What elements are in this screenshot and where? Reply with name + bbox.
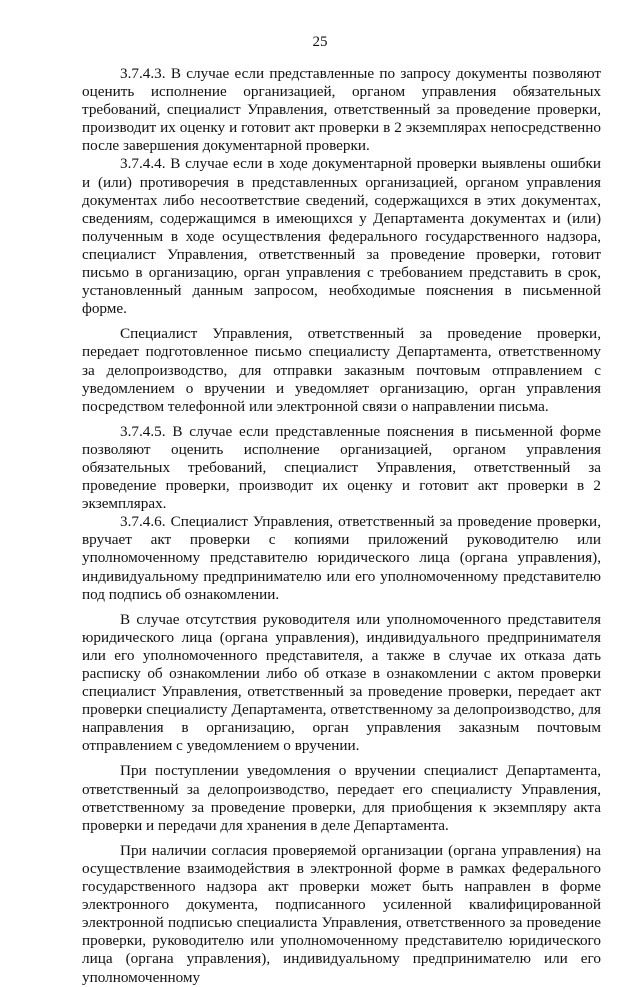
page-number: 25 [312,34,328,50]
paragraph-notification-receipt: При поступлении уведомления о вручении специалист Департамента, ответственный за делопроизводство, передает его специалисту Управления, ответственному за проведение проверки, для приобщения к экземпляру акта проверки и передачи для хранения в деле Департамента. [82,762,601,834]
paragraph-3-7-4-4: 3.7.4.4. В случае если в ходе документарной проверки выявлены ошибки и (или) противоречия в представленных организацией, органом управления документах либо несоответствие сведений, содержащихся в этих документах, сведениям, содержащимся в имеющихся у Департамента документах и (или) полученным в ходе осуществления федерального государственного надзора, специалист Управления, ответственный за проведение проверки, готовит письмо в организацию, орган управления с требованием представить в срок, установленный данным запросом, необходимые пояснения в письменной форме. [82,155,601,318]
paragraph-3-7-4-5: 3.7.4.5. В случае если представленные пояснения в письменной форме позволяют оценить исполнение организацией, органом управления обязательных требований, специалист Управления, ответственный за проведение проверки, производит их оценку и готовит акт проверки в 2 экземплярах. [82,422,601,513]
document-body [82,65,601,987]
paragraph-absence-case: В случае отсутствия руководителя или уполномоченного представителя юридического лица (органа управления), индивидуального предпринимателя или его уполномоченного представителя, а также в случае их отказа дать расписку об ознакомлении либо об отказе в ознакомлении с актом проверки специалист Управления, ответственный за проведение проверки, передает акт проверки специалисту Департамента, ответственному за делопроизводство, для направления в организацию, орган управления заказным почтовым отправлением с уведомлением о вручении. [82,610,601,755]
paragraph-letter-transfer: Специалист Управления, ответственный за проведение проверки, передает подготовленное письмо специалисту Департамента, ответственному за делопроизводство, для отправки заказным почтовым отправлением с уведомлением о вручении и уведомляет организацию, орган управления посредством телефонной или электронной связи о направлении письма. [82,325,601,415]
paragraph-3-7-4-6: 3.7.4.6. Специалист Управления, ответственный за проведение проверки, вручает акт проверки с копиями приложений руководителю или уполномоченному представителю юридического лица (органа управления), индивидуальному предпринимателю или его уполномоченному представителю под подпись об ознакомлении. [82,513,601,603]
paragraph-electronic-form: При наличии согласия проверяемой организации (органа управления) на осуществление взаимодействия в электронной форме в рамках федерального государственного надзора акт проверки может быть направлен в форме электронного документа, подписанного усиленной квалифицированной электронной подписью специалиста Управления, ответственного за проведение проверки, руководителю или уполномоченному представителю юридического лица (органа управления), индивидуальному предпринимателю или его уполномоченному [82,841,601,986]
paragraph-3-7-4-3: 3.7.4.3. В случае если представленные по запросу документы позволяют оценить исполнение организацией, органом управления обязательных требований, специалист Управления, ответственный за проведение проверки, производит их оценку и готовит акт проверки в 2 экземплярах непосредственно после завершения документарной проверки. [82,65,601,155]
